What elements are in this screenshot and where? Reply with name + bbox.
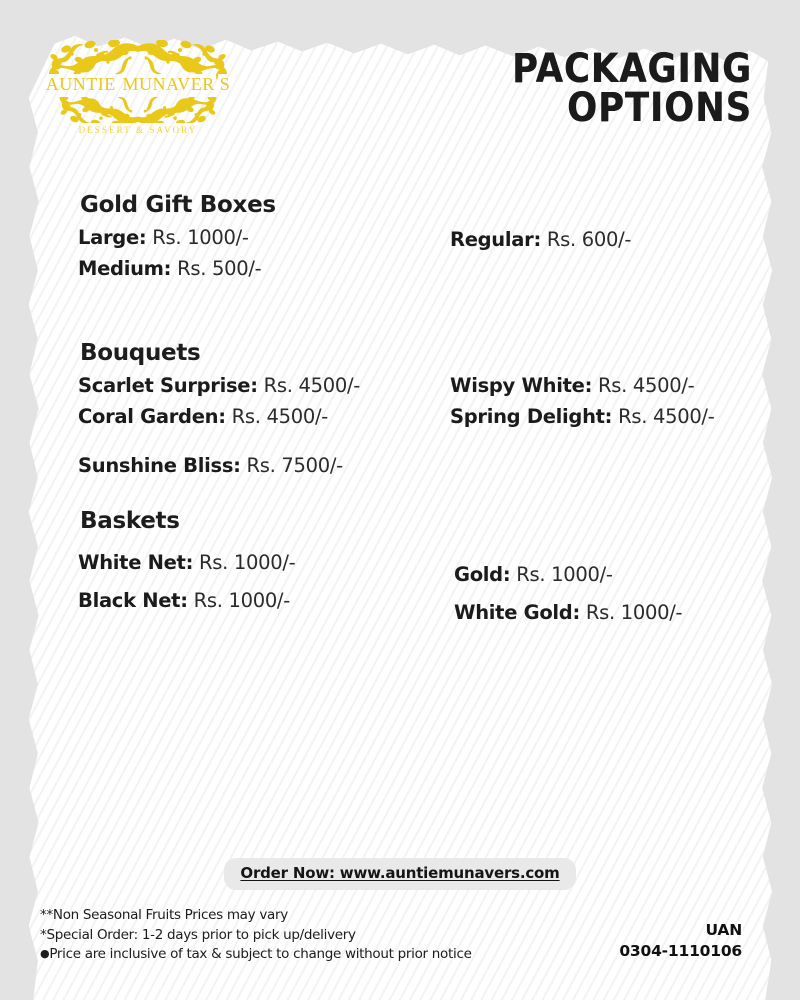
price-item — [450, 224, 790, 255]
item-price: Rs. 500/- — [177, 257, 262, 281]
section-column-right — [450, 224, 790, 255]
section-bouquets — [18, 340, 782, 508]
bullet-icon: ● — [40, 947, 50, 961]
item-label: Black Net: — [78, 589, 188, 613]
paper-card — [18, 14, 782, 1000]
price-item — [78, 222, 438, 253]
price-item — [450, 401, 790, 432]
footer-note: **Non Seasonal Fruits Prices may vary — [40, 907, 288, 923]
footer-note: Price are inclusive of tax & subject to change without prior notice — [49, 946, 472, 963]
footer-note: *Special Order: 1-2 days prior to pick up/delivery — [40, 926, 356, 943]
section-baskets — [18, 508, 782, 648]
section-heading: Baskets — [80, 508, 180, 534]
item-label: Spring Delight: — [450, 405, 613, 429]
item-label: Large: — [78, 226, 147, 249]
order-now-bar — [18, 858, 782, 890]
brand-logo — [30, 40, 246, 135]
item-label: White Net: — [78, 551, 194, 574]
item-label: Medium: — [78, 257, 172, 281]
section-column-left — [78, 370, 438, 482]
item-price: Rs. 1000/- — [152, 226, 249, 249]
item-price: Rs. 4500/- — [231, 405, 328, 429]
footer-note-with-bullet — [40, 945, 472, 965]
price-item — [78, 253, 438, 284]
item-label: White Gold: — [454, 601, 580, 625]
item-label: Wispy White: — [450, 374, 593, 397]
price-item — [78, 370, 438, 401]
price-item — [78, 544, 438, 582]
item-price: Rs. 4500/- — [263, 374, 360, 397]
section-column-right — [454, 556, 794, 632]
section-column-right — [450, 370, 790, 432]
item-price: Rs. 600/- — [546, 228, 632, 251]
section-column-left — [78, 222, 438, 284]
uan-number[interactable]: 0304-1110106 — [619, 941, 742, 960]
header — [18, 14, 782, 184]
section-heading: Bouquets — [80, 340, 201, 366]
price-item — [78, 582, 438, 620]
page-title-line-1: PACKAGING — [511, 46, 752, 92]
uan-label: UAN — [705, 921, 742, 939]
price-item — [454, 594, 794, 632]
item-label: Gold: — [454, 563, 511, 586]
item-label: Scarlet Surprise: — [78, 374, 258, 397]
price-item — [454, 556, 794, 594]
section-gold-gift-boxes — [18, 192, 782, 340]
item-price: Rs. 4500/- — [618, 405, 715, 429]
item-label: Coral Garden: — [78, 405, 226, 429]
uan-block — [619, 920, 742, 962]
price-item — [78, 401, 438, 432]
item-price: Rs. 1000/- — [585, 601, 683, 625]
footer-notes — [40, 906, 472, 965]
price-sections — [18, 192, 782, 648]
item-price: Rs. 1000/- — [198, 551, 296, 574]
section-heading: Gold Gift Boxes — [80, 192, 276, 218]
order-now-pill[interactable] — [224, 858, 575, 890]
price-item — [450, 370, 790, 401]
price-item — [78, 450, 438, 481]
item-label: Regular: — [450, 228, 541, 251]
gold-filigree-ornament-bottom — [38, 93, 238, 123]
brand-tagline: DESSERT & SAVORY — [78, 125, 198, 135]
item-price: Rs. 4500/- — [598, 374, 695, 397]
section-column-left — [78, 544, 438, 620]
brand-name: auntie munaver's — [45, 69, 231, 96]
page-title — [374, 46, 752, 132]
item-label: Sunshine Bliss: — [78, 454, 241, 478]
item-price: Rs. 1000/- — [193, 589, 290, 613]
item-price: Rs. 1000/- — [516, 563, 613, 586]
item-price: Rs. 7500/- — [246, 454, 343, 478]
footer — [18, 906, 782, 986]
page-title-line-2: OPTIONS — [567, 85, 752, 132]
order-now-link[interactable]: Order Now: www.auntiemunavers.com — [240, 864, 560, 882]
